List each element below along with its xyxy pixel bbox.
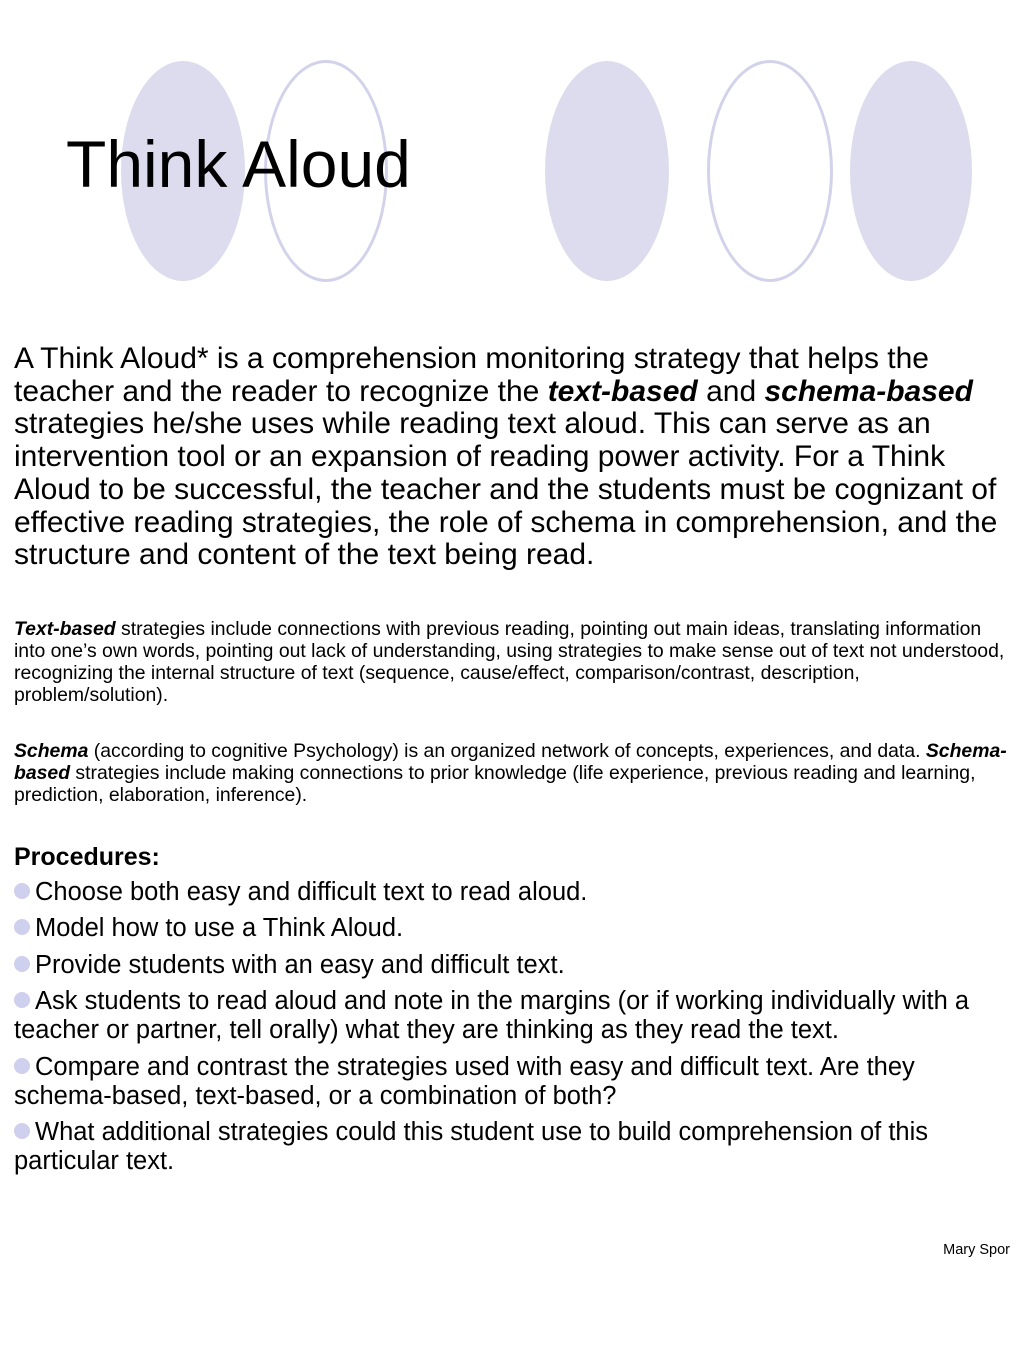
list-item [14,987,1014,1045]
list-item-text: Model how to use a Think Aloud. [35,914,404,943]
text-based-term: Text-based [14,617,116,640]
bullet-icon [14,992,30,1008]
oval-shape [545,61,669,281]
list-item [14,1118,1014,1176]
bullet-icon [14,956,30,972]
main-content [14,343,1014,1184]
list-item [14,1053,1014,1111]
list-item-text: What additional strategies could this student use to build comprehension of this particular text. [14,1118,929,1176]
intro-paragraph [14,343,1014,572]
bullet-icon [14,1123,30,1139]
intro-text: A Think Aloud* is a comprehension monitoring strategy that helps the teacher and the reader to recognize the [14,342,929,408]
list-item [14,951,1014,980]
list-item-text: Compare and contrast the strategies used with easy and difficult text. Are they schema-based, text-based, or a combination of both? [14,1052,915,1110]
procedures-heading: Procedures: [14,842,160,871]
list-item-text: Choose both easy and difficult text to read aloud. [35,877,588,906]
oval-shape [850,61,972,281]
text-based-body: strategies include connections with previous reading, pointing out main ideas, translating information into one’s own words, pointing out lack of understanding, using strategies to make sense out of text not understood, recognizing the internal structure of text (sequence, cause/effect, comparison/contrast, description, problem/solution). [14,617,1005,706]
list-item [14,914,1014,943]
list-item-text: Provide students with an easy and difficult text. [35,950,565,979]
author-credit: Mary Spor [943,1242,1010,1258]
bullet-icon [14,883,30,899]
list-item [14,878,1014,907]
oval-outline-shape [707,60,833,282]
text-based-paragraph [14,618,1014,706]
bullet-icon [14,1058,30,1074]
bullet-icon [14,919,30,935]
schema-body: (according to cognitive Psychology) is an organized network of concepts, experiences, and data. [88,739,926,762]
schema-term: Schema [14,739,89,762]
intro-text: and [697,374,765,408]
intro-text: strategies he/she uses while reading text aloud. This can serve as an intervention tool or an expansion of reading power activity. For a Think Aloud to be successful, the teacher and the students must be cognizant of effective reading strategies, the role of schema in comprehension, and the structure and content of the text being read. [14,407,998,572]
schema-paragraph [14,740,1014,806]
schema-based-term: Schema-based [14,739,1007,784]
page-title: Think Aloud [66,127,411,201]
schema-body: strategies include making connections to prior knowledge (life experience, previous reading and learning, prediction, elaboration, inference). [14,761,976,806]
procedures-list [14,878,1014,1177]
list-item-text: Ask students to read aloud and note in the margins (or if working individually with a teacher or partner, tell orally) what they are thinking as they read the text. [14,987,970,1045]
intro-emphasis-text-based: text-based [547,374,698,408]
intro-emphasis-schema-based: schema-based [764,374,973,408]
